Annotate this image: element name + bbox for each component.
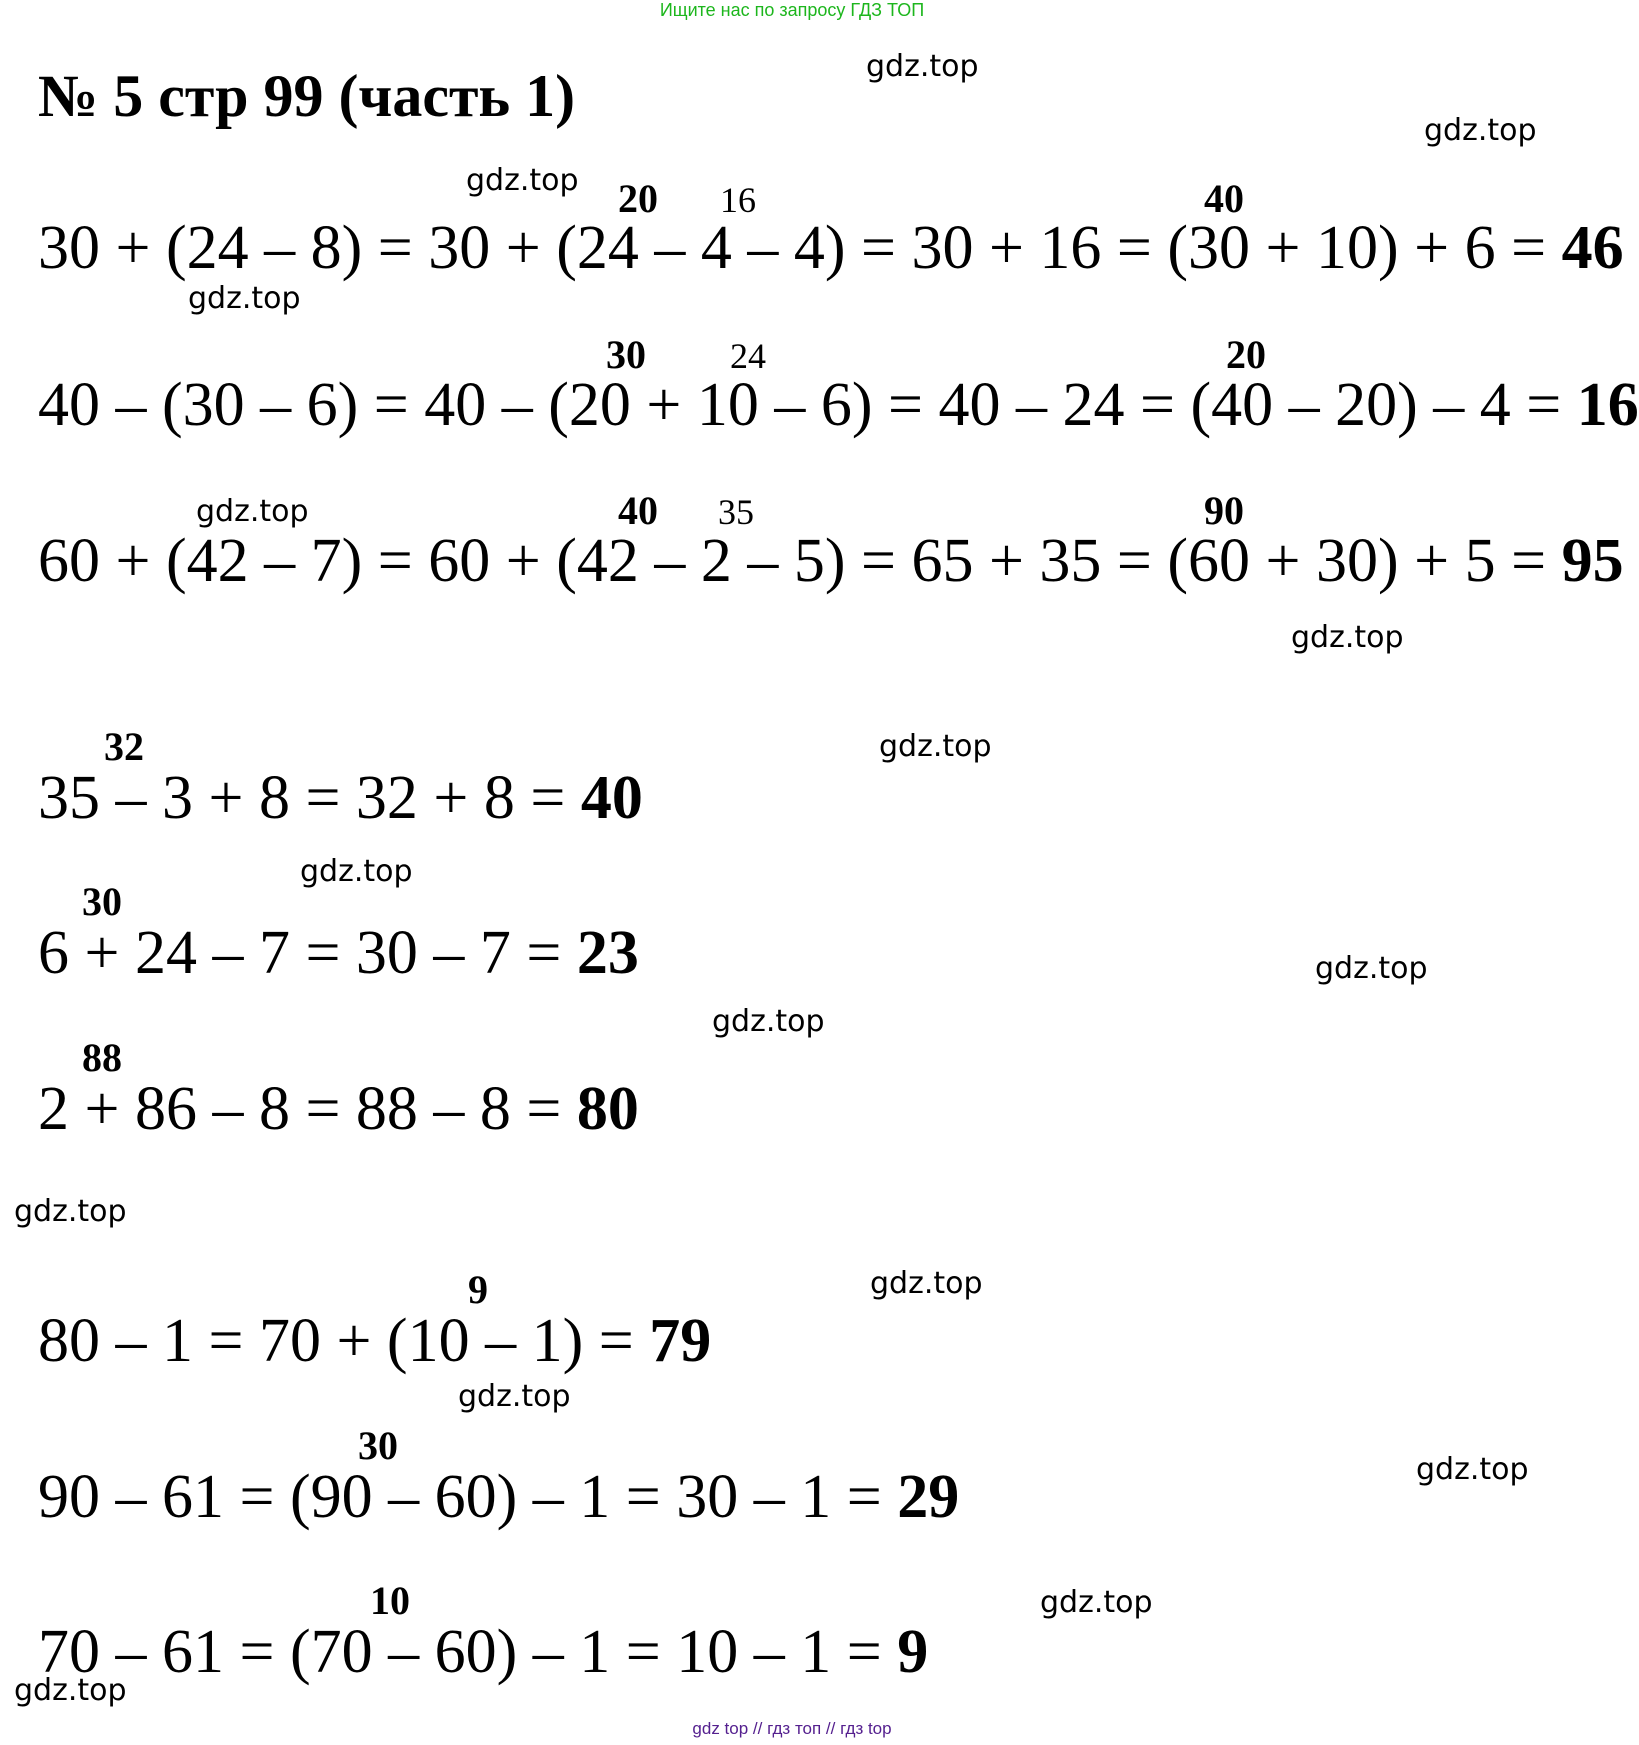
footer-links[interactable]: gdz top // гдз топ // гдз top [692,1719,892,1738]
equation-5 [38,918,639,989]
note: 20 [618,176,658,221]
watermark: gdz.top [866,49,979,84]
equation-text: 6 + 24 – 7 = 30 – 7 = [38,919,577,987]
equation-answer: 95 [1561,527,1624,595]
equation-answer: 80 [576,1075,639,1143]
watermark: gdz.top [458,1379,571,1414]
note: 10 [370,1578,410,1623]
top-banner[interactable]: Ищите нас по запросу ГДЗ ТОП [659,0,925,20]
note: 88 [82,1035,122,1080]
equation-6 [38,1074,639,1145]
page-title: № 5 стр 99 (часть 1) [38,63,576,129]
watermark: gdz.top [1291,620,1404,655]
watermark: gdz.top [196,494,309,529]
equation-text: 30 + (24 – 8) = 30 + (24 – 4 – 4) = 30 + 16 = (30 + 10) + 6 = [38,214,1562,282]
note: 9 [468,1267,488,1312]
equation-text: 80 – 1 = 70 + (10 – 1) = [38,1307,650,1375]
equation-answer: 79 [649,1307,712,1375]
watermark: gdz.top [14,1673,127,1708]
watermark: gdz.top [870,1266,983,1301]
watermark: gdz.top [188,281,301,316]
watermark: gdz.top [466,163,579,198]
watermark: gdz.top [879,729,992,764]
watermark: gdz.top [1424,113,1537,148]
equation-4 [38,763,643,834]
note: 32 [104,724,144,769]
equation-9 [38,1617,928,1688]
equation-3 [38,526,1624,597]
watermark: gdz.top [1040,1585,1153,1620]
equation-answer: 29 [897,1463,960,1531]
watermark: gdz.top [14,1194,127,1229]
watermark: gdz.top [1416,1452,1529,1487]
note: 30 [82,879,122,924]
note: 30 [358,1423,398,1468]
note: 40 [1204,176,1244,221]
equation-7 [38,1306,711,1377]
watermark: gdz.top [300,854,413,889]
equation-answer: 46 [1561,214,1624,282]
equation-answer: 40 [580,764,643,832]
equation-text: 90 – 61 = (90 – 60) – 1 = 30 – 1 = [38,1463,898,1531]
note: 24 [730,336,766,376]
equation-answer: 9 [897,1618,929,1686]
equation-text: 2 + 86 – 8 = 88 – 8 = [38,1075,577,1143]
equation-text: 40 – (30 – 6) = 40 – (20 + 10 – 6) = 40 – 24 = (40 – 20) – 4 = [38,371,1577,439]
equation-1 [38,213,1624,284]
note: 90 [1204,488,1244,533]
watermark: gdz.top [1315,951,1428,986]
equation-text: 35 – 3 + 8 = 32 + 8 = [38,764,581,832]
note: 16 [720,180,756,220]
note: 30 [606,332,646,377]
equation-text: 60 + (42 – 7) = 60 + (42 – 2 – 5) = 65 + 35 = (60 + 30) + 5 = [38,527,1562,595]
note: 35 [718,492,754,532]
equation-answer: 23 [576,919,639,987]
watermark: gdz.top [712,1004,825,1039]
equation-text: 70 – 61 = (70 – 60) – 1 = 10 – 1 = [38,1618,898,1686]
note: 20 [1226,332,1266,377]
equation-2 [38,370,1639,441]
note: 40 [618,488,658,533]
equation-8 [38,1462,959,1533]
equation-answer: 16 [1576,371,1639,439]
